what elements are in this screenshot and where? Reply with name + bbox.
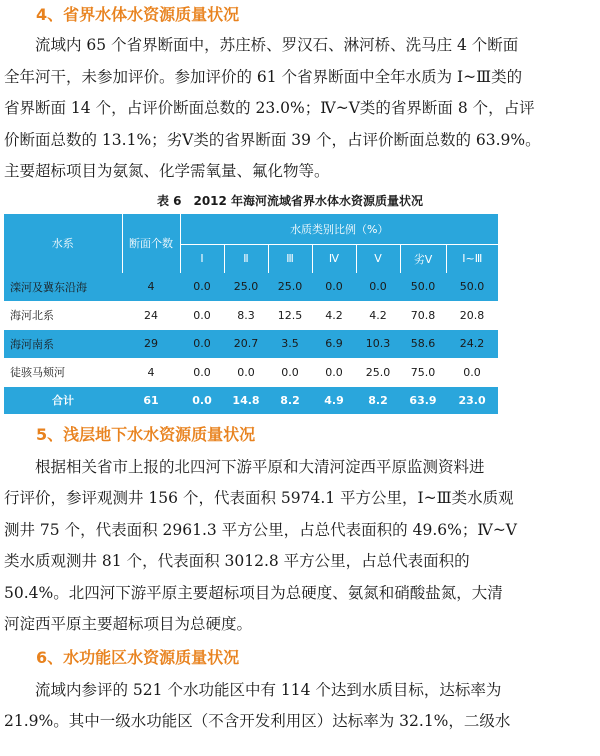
paragraph-line: 省界断面 14 个，占评价断面总数的 23.0%；Ⅳ~Ⅴ类的省界断面 8 个，占评	[4, 99, 535, 117]
header-system: 水系	[4, 214, 122, 273]
paragraph-line: 流域内 65 个省界断面中，苏庄桥、罗汉石、淋河桥、洗马庄 4 个断面	[35, 36, 519, 54]
cell: 75.0	[400, 358, 446, 387]
header-class-worse-5: 劣Ⅴ	[400, 244, 446, 273]
cell: 0.0	[180, 301, 224, 330]
row-count: 29	[122, 330, 180, 358]
header-class-2: Ⅱ	[224, 244, 268, 273]
paragraph-line: 主要超标项目为氨氮、化学需氧量、氟化物等。	[4, 162, 330, 180]
cell: 10.3	[356, 330, 400, 358]
cell: 3.5	[268, 330, 312, 358]
cell: 25.0	[356, 358, 400, 387]
header-class-1: Ⅰ	[180, 244, 224, 273]
cell: 0.0	[180, 358, 224, 387]
section-6-heading: 6、水功能区水资源质量状况	[36, 647, 240, 667]
paragraph-line: 50.4%。北四河下游平原主要超标项目为总硬度、氨氮和硝酸盐氮，大清	[4, 583, 503, 602]
paragraph-line: 行评价，参评观测井 156 个，代表面积 5974.1 平方公里，Ⅰ~Ⅲ类水质观	[4, 489, 514, 507]
header-class-5: Ⅴ	[356, 244, 400, 273]
row-count: 4	[122, 273, 180, 301]
cell: 0.0	[356, 273, 400, 301]
row-name: 徒骇马颊河	[4, 358, 122, 387]
table-total-row	[4, 387, 498, 414]
table-row	[4, 301, 498, 330]
cell: 4.2	[356, 301, 400, 330]
header-class-ratio: 水质类别比例（%）	[180, 214, 498, 245]
total-cell: 63.9	[400, 387, 446, 414]
header-class-4: Ⅳ	[312, 244, 356, 273]
cell: 50.0	[400, 273, 446, 301]
cell: 12.5	[268, 301, 312, 330]
cell: 24.2	[446, 330, 498, 358]
cell: 0.0	[224, 358, 268, 387]
section-6-paragraph	[0, 675, 600, 738]
cell: 0.0	[312, 273, 356, 301]
cell: 8.3	[224, 301, 268, 330]
total-cell: 23.0	[446, 387, 498, 414]
row-name: 海河北系	[4, 301, 122, 330]
section-5-paragraph	[0, 452, 600, 641]
table-row	[4, 330, 498, 358]
total-cell: 0.0	[180, 387, 224, 414]
cell: 58.6	[400, 330, 446, 358]
row-count: 24	[122, 301, 180, 330]
cell: 4.2	[312, 301, 356, 330]
cell: 0.0	[446, 358, 498, 387]
table-row	[4, 273, 498, 301]
cell: 6.9	[312, 330, 356, 358]
total-cell: 8.2	[356, 387, 400, 414]
total-count: 61	[122, 387, 180, 414]
header-count: 断面个数	[122, 214, 180, 273]
water-quality-table	[4, 214, 498, 414]
total-name: 合计	[4, 387, 122, 414]
cell: 0.0	[180, 273, 224, 301]
header-class-1-3: Ⅰ~Ⅲ	[446, 244, 498, 273]
table-caption: 表 6 2012 年海河流域省界水体水资源质量状况	[156, 193, 424, 208]
paragraph-line: 21.9%。其中一级水功能区（不含开发利用区）达标率为 32.1%，二级水	[4, 712, 511, 730]
paragraph-line: 流域内参评的 521 个水功能区中有 114 个达到水质目标，达标率为	[35, 680, 502, 699]
cell: 0.0	[180, 330, 224, 358]
row-name: 海河南系	[4, 330, 122, 358]
total-cell: 14.8	[224, 387, 268, 414]
cell: 50.0	[446, 273, 498, 301]
paragraph-line: 价断面总数的 13.1%；劣Ⅴ类的省界断面 39 个，占评价断面总数的 63.9%。	[4, 130, 541, 149]
cell: 0.0	[312, 358, 356, 387]
paragraph-line: 类水质观测井 81 个，代表面积 3012.8 平方公里，占总代表面积的	[4, 552, 470, 570]
row-count: 4	[122, 358, 180, 387]
paragraph-line: 河淀西平原主要超标项目为总硬度。	[4, 615, 253, 633]
cell: 20.8	[446, 301, 498, 330]
section-4-paragraph	[0, 30, 600, 188]
section-4-heading: 4、省界水体水资源质量状况	[36, 5, 240, 24]
cell: 20.7	[224, 330, 268, 358]
cell: 25.0	[268, 273, 312, 301]
section-5-heading: 5、浅层地下水水资源质量状况	[36, 424, 256, 444]
header-class-3: Ⅲ	[268, 244, 312, 273]
total-cell: 4.9	[312, 387, 356, 414]
paragraph-line: 全年河干，未参加评价。参加评价的 61 个省界断面中全年水质为 Ⅰ~Ⅲ类的	[4, 67, 523, 86]
cell: 25.0	[224, 273, 268, 301]
total-cell: 8.2	[268, 387, 312, 414]
paragraph-line: 根据相关省市上报的北四河下游平原和大清河淀西平原监测资料进	[35, 457, 485, 476]
paragraph-line: 测井 75 个，代表面积 2961.3 平方公里，占总代表面积的 49.6%；Ⅳ~Ⅴ	[4, 520, 518, 539]
table-row	[4, 358, 498, 387]
row-name: 滦河及冀东沿海	[4, 273, 122, 301]
cell: 0.0	[268, 358, 312, 387]
cell: 70.8	[400, 301, 446, 330]
